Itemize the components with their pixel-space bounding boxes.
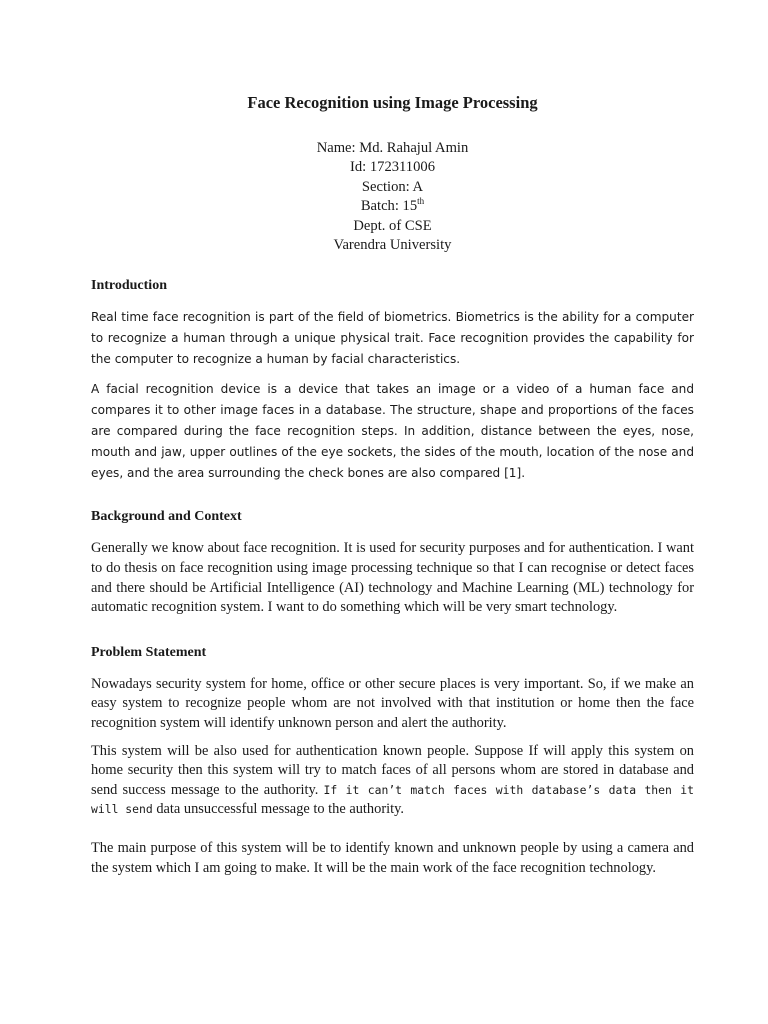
problem-paragraph-2-end: data unsuccessful message to the authority. (152, 801, 404, 818)
document-title: Face Recognition using Image Processing (247, 93, 538, 112)
introduction-paragraph-1: Real time face recognition is part of the field of biometrics. Biometrics is the ability for a computer to recognize a human through a unique physical trait. Face recognition provides the capability for the computer to recognize a human by facial characteristics. (91, 310, 694, 367)
author-dept: Dept. of CSE (353, 217, 432, 234)
problem-paragraph-2-start: This system will be also used for authentication known people. Suppose If will apply this system on home security then this system will try to match faces of all persons whom are stored in database and send success message to the authority. (91, 742, 694, 798)
author-section: Section: A (361, 178, 424, 195)
problem-paragraph-3: The main purpose of this system will be to identify known and unknown people by using a camera and the system which I am going to make. It will be the main work of the face recognition technology. (91, 839, 694, 876)
author-block (91, 139, 694, 255)
author-id: Id: 172311006 (350, 159, 435, 176)
introduction-paragraph-2: A facial recognition device is a device that takes an image or a video of a human face and compares it to other image faces in a database. The structure, shape and proportions of the faces are compared during the face recognition steps. In addition, distance between the eyes, nose, mouth and jaw, upper outlines of the eye sockets, the sides of the mouth, location of the nose and eyes, and the area surrounding the check bones are also compared [1]. (91, 382, 694, 481)
problem-paragraph-2-mono: If it can’t match faces with database’s data then it will send (91, 782, 694, 817)
author-batch (91, 197, 694, 216)
author-name: Name: Md. Rahajul Amin (316, 140, 469, 156)
author-batch-sup: th (417, 196, 425, 207)
background-paragraph-1: Generally we know about face recognition. It is used for security purposes and for authentication. I want to do thesis on face recognition using image processing technique so that I can recognise or detect faces and there should be Artificial Intelligence (AI) technology and Machine Learning (ML) technology for automatic recognition system. I want to do something which will be very smart technology. (91, 540, 694, 616)
problem-paragraph-2 (91, 742, 694, 820)
problem-paragraph-1: Nowadays security system for home, office or other secure places is very important. So, if we make an easy system to recognize people whom are not involved with that institution or home then the face recognition system will identify unknown person and alert the authority. (91, 675, 694, 731)
author-batch-text: Batch: 15 (360, 198, 418, 215)
background-heading: Background and Context (91, 509, 242, 525)
introduction-heading: Introduction (91, 278, 167, 294)
author-university: Varendra University (333, 237, 452, 254)
problem-heading: Problem Statement (91, 644, 207, 660)
